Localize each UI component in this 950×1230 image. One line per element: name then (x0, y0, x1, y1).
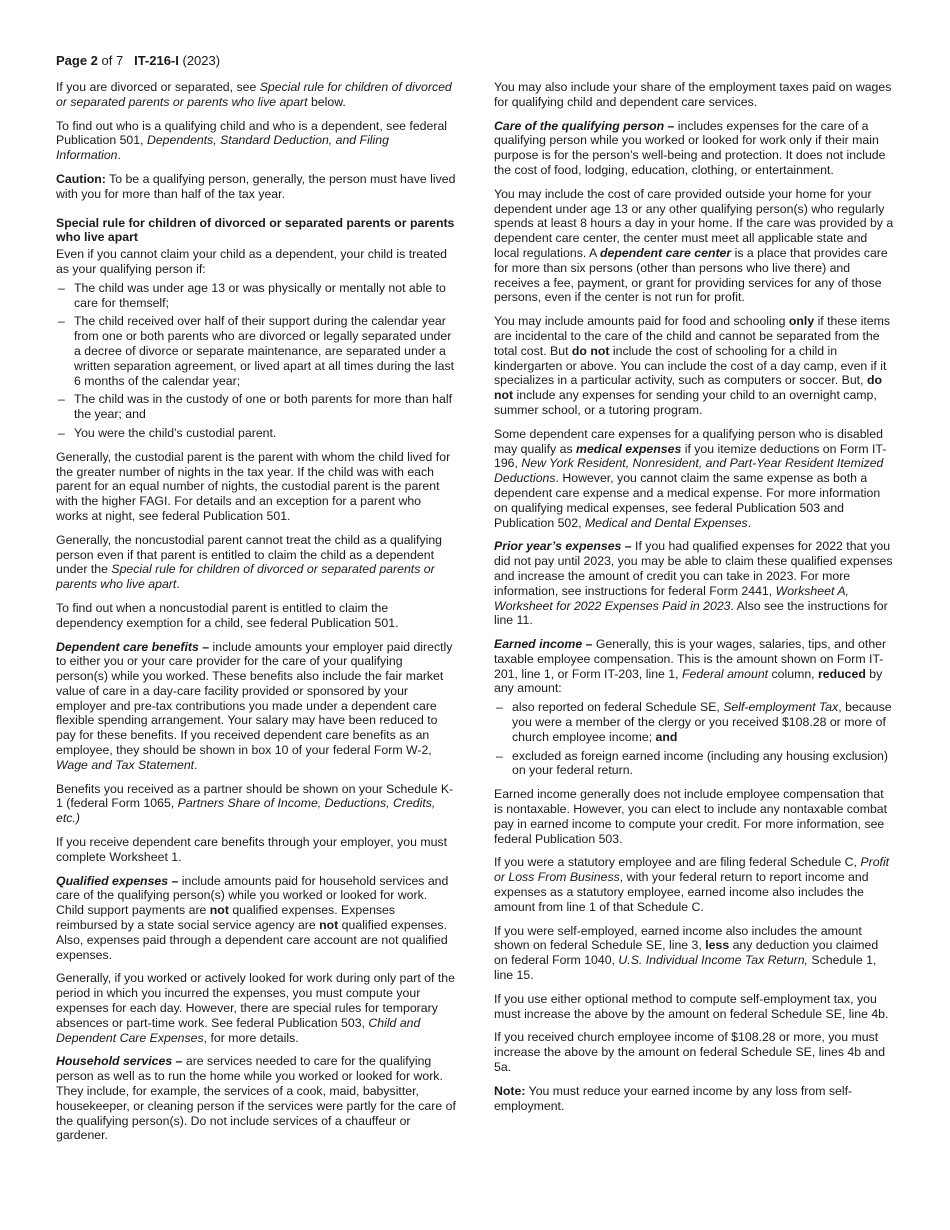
form-year: (2023) (182, 53, 221, 68)
partner-benefits-paragraph: Benefits you received as a partner should be shown on your Schedule K-1 (federal Form 1065, Partners Share of Income, Deductions, Credits, etc.) (56, 781, 454, 826)
dependent-care-benefits-paragraph: Dependent care benefits – include amounts your employer paid directly to either you or your care provider for the care of your qualifying person(s) while you worked. These benefits also include the fair market value of care in a day-care facility provided or sponsored by your employer and pre-tax contributions you made under a dependent care flexible spending arrangement. Your salary may have been reduced to pay for these benefits. If you received dependent care benefits as an employee, they should be shown in box 10 of your federal Form W-2, Wage and Tax Statement. (56, 639, 453, 772)
divorced-paragraph: If you are divorced or separated, see Special rule for children of divorced or separated parents or parents who live apart below. (56, 80, 452, 109)
employment-taxes-paragraph: You may also include your share of the employment taxes paid on wages for qualifying child and dependent care services. (494, 80, 892, 109)
statutory-employee-paragraph: If you were a statutory employee and are filing federal Schedule C, Profit or Loss From Business, with your federal return to report income and expenses as a statutory employee, earned income also includes the amount from line 1 of that Schedule C. (494, 855, 890, 914)
outside-home-paragraph: You may include the cost of care provided outside your home for your dependent under age 13 or any other qualifying person(s) who regularly spends at least 8 hours a day in your home. If the care was provided by a dependent care center, the center must meet all applicable state and local regulations. A dependent care center is a place that provides care for more than six persons (other than persons who live there) and receives a fee, payment, or grant for providing services for any of those persons, even if the center is not run for profit. (494, 186, 894, 305)
prior-year-paragraph: Prior year’s expenses – If you had qualified expenses for 2022 that you did not pay until 2023, you may be able to claim these qualified expenses and increase the amount of credit you can take in 2023. For more information, see instructions for federal Form 2441, Worksheet A, Worksheet for 2022 Expenses Paid in 2023. Also see the instructions for line 11. (494, 539, 893, 628)
left-column (56, 80, 456, 1152)
list-item: – excluded as foreign earned income (including any housing exclusion) on your federal return. (494, 749, 894, 779)
list-item: – You were the child’s custodial parent. (56, 426, 456, 441)
page-header (56, 52, 220, 70)
form-id: IT-216-I (134, 53, 179, 68)
list-item: – The child was under age 13 or was physically or mentally not able to care for themself; (56, 281, 456, 311)
list-item: – also reported on federal Schedule SE, Self-employment Tax, because you were a member of the clergy or you received $108.28 or more of church employee income; and (494, 700, 894, 744)
page-label: Page 2 (56, 53, 98, 68)
special-rule-heading: Special rule for children of divorced or separated parents or parents who live apart (56, 215, 455, 245)
household-services-paragraph: Household services – are services needed to care for the qualifying person as well as to run the home while you worked or looked for work. They include, for example, the services of a cook, maid, babysitter, housekeeper, or cleaning person if the services were partly for the care of the qualifying person(s). Do not include services of a chauffeur or gardener. (56, 1054, 456, 1143)
care-paragraph: Care of the qualifying person – includes expenses for the care of a qualifying person while you worked or looked for work only if their main purpose is for the person’s well-being and protection. It does not include the cost of food, lodging, education, clothing, or entertainment. (494, 118, 886, 177)
nontaxable-paragraph: Earned income generally does not include employee compensation that is nontaxable. However, you can elect to include any nontaxable combat pay in earned income to compute your credit. For more information, see federal Publication 503. (494, 787, 888, 846)
special-rule-intro: Even if you cannot claim your child as a dependent, your child is treated as your qualifying person if: (56, 247, 447, 276)
medical-expenses-paragraph: Some dependent care expenses for a qualifying person who is disabled may qualify as medical expenses if you itemize deductions on Form IT-196, New York Resident, Nonresident, and Part-Year Resident Itemized Deductions. However, you cannot claim the same expense as both a dependent care expense and a medical expense. For more information on qualifying medical expenses, see federal Publication 503 and Publication 502, Medical and Dental Expenses. (494, 426, 887, 530)
caution-paragraph: Caution: To be a qualifying person, generally, the person must have lived with you for more than half of the tax year. (56, 171, 456, 201)
food-schooling-paragraph: You may include amounts paid for food and schooling only if these items are incidental to the care of the child and cannot be separated from the total cost. But do not include the cost of schooling for a child in kindergarten or above. You can include the cost of a day camp, even if it specializes in a particular activity, such as computers or soccer. But, do not include any expenses for sending your child to an overnight camp, summer school, or a tutoring program. (494, 314, 891, 417)
qualified-expenses-paragraph: Qualified expenses – include amounts paid for household services and care of the qualifying person(s) while you worked or looked for work. Child support payments are not qualified expenses. Expenses reimbursed by a state social service agency are not qualified expenses. Also, expenses paid through a dependent care account are not qualified expenses. (56, 873, 449, 962)
list-item: – The child received over half of their support during the calendar year from one or both parents who are divorced or legally separated under a decree of divorce or separate maintenance, are separated under a written separation agreement, or lived apart at all times during the last 6 months of the calendar year; (56, 314, 456, 388)
right-column (494, 80, 894, 1122)
note-paragraph: Note: You must reduce your earned income by any loss from self-employment. (494, 1083, 853, 1113)
part-period-paragraph: Generally, if you worked or actively looked for work during only part of the period in which you incurred the expenses, you must compute your expenses for each day. However, there are special rules for temporary absences or part-time work. See federal Publication 503, Child and Dependent Care Expenses, for more details. (56, 971, 455, 1045)
special-rule-list (56, 281, 456, 441)
church-income-paragraph: If you received church employee income of $108.28 or more, you must increase the above by the amount on federal Schedule SE, lines 4b and 5a. (494, 1030, 886, 1075)
custodial-paragraph: Generally, the custodial parent is the parent with whom the child lived for the greater number of nights in the tax year. If the child was with each parent for an equal number of nights, the custodial parent is the parent with the higher FAGI. For details and an exception for a parent who works at night, see federal Publication 501. (56, 449, 451, 523)
optional-method-paragraph: If you use either optional method to compute self-employment tax, you must increase the above by the amount on federal Schedule SE, line 4b. (494, 991, 889, 1021)
noncustodial-paragraph: Generally, the noncustodial parent cannot treat the child as a qualifying person even if that parent is entitled to claim the child as a dependent under the Special rule for children of divorced or separated parents or parents who live apart. (56, 532, 443, 592)
qualifying-child-paragraph: To find out who is a qualifying child and who is a dependent, see federal Publication 501, Dependents, Standard Deduction, and Filing Information. (56, 118, 448, 163)
earned-income-paragraph: Earned income – Generally, this is your wages, salaries, tips, and other taxable employee compensation. This is the amount shown on Form IT-201, line 1, or Form IT-203, line 1, Federal amount column, reduced by any amount: (494, 637, 887, 696)
list-item: – The child was in the custody of one or both parents for more than half the year; and (56, 392, 456, 422)
find-out-paragraph: To find out when a noncustodial parent is entitled to claim the dependency exemption for a child, see federal Publication 501. (56, 600, 399, 630)
earned-income-list (494, 700, 894, 778)
self-employed-paragraph: If you were self-employed, earned income also includes the amount shown on federal Schedule SE, line 3, less any deduction you claimed on federal Form 1040, U.S. Individual Income Tax Return, Schedule 1, line 15. (494, 923, 879, 983)
worksheet1-paragraph: If you receive dependent care benefits through your employer, you must complete Worksheet 1. (56, 835, 447, 864)
page-of: of 7 (101, 53, 124, 68)
